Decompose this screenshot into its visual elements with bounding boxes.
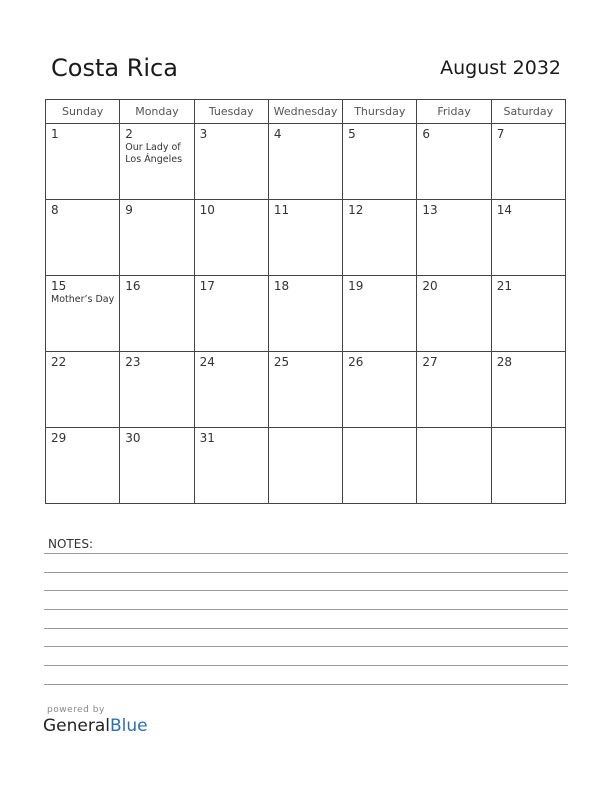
calendar-day-cell[interactable] — [343, 428, 417, 504]
note-line — [44, 590, 568, 591]
calendar-day-cell[interactable] — [491, 428, 565, 504]
calendar-day-cell[interactable] — [268, 428, 342, 504]
day-number: 14 — [496, 203, 512, 217]
notes-label: NOTES: — [48, 537, 93, 551]
weekday-friday: Friday — [417, 100, 491, 124]
day-number: 16 — [125, 279, 141, 293]
calendar-day-cell[interactable] — [194, 428, 268, 504]
day-number: 12 — [348, 203, 364, 217]
brand-blue: Blue — [110, 716, 148, 736]
day-number: 4 — [273, 127, 282, 141]
calendar-day-cell[interactable] — [194, 124, 268, 200]
note-line — [44, 646, 568, 647]
day-number: 23 — [125, 355, 141, 369]
calendar-day-cell[interactable] — [268, 200, 342, 276]
calendar-day-cell[interactable] — [417, 428, 491, 504]
weekday-thursday: Thursday — [343, 100, 417, 124]
calendar-day-cell[interactable] — [120, 428, 194, 504]
calendar-day-cell[interactable] — [343, 276, 417, 352]
calendar-day-cell[interactable] — [120, 352, 194, 428]
day-number: 8 — [51, 203, 59, 217]
day-number: 11 — [273, 203, 290, 217]
note-line — [44, 665, 568, 666]
country-title: Costa Rica — [51, 54, 178, 82]
calendar-day-cell[interactable] — [268, 276, 342, 352]
calendar-day-cell[interactable] — [194, 352, 268, 428]
calendar-day-cell[interactable] — [46, 200, 120, 276]
calendar-week-row — [46, 352, 566, 428]
calendar-week-row — [46, 200, 566, 276]
day-number: 31 — [199, 431, 215, 445]
calendar-week-row — [46, 428, 566, 504]
day-number: 28 — [496, 355, 512, 369]
powered-by-text: powered by — [47, 705, 105, 715]
brand-general: General — [43, 716, 110, 736]
note-line — [44, 553, 568, 554]
day-number: 5 — [348, 127, 356, 141]
day-number: 10 — [199, 203, 215, 217]
month-year-title: August 2032 — [440, 57, 561, 79]
calendar-day-cell[interactable] — [46, 352, 120, 428]
weekday-monday: Monday — [120, 100, 194, 124]
calendar-week-row — [46, 276, 566, 352]
calendar-day-cell[interactable] — [46, 276, 120, 352]
calendar-grid — [45, 99, 566, 504]
day-number: 6 — [422, 127, 431, 141]
weekday-header-row — [46, 100, 566, 124]
day-number: 1 — [51, 127, 59, 141]
day-number: 21 — [496, 279, 512, 293]
day-number: 3 — [199, 127, 208, 141]
weekday-saturday: Saturday — [491, 100, 565, 124]
note-line — [44, 628, 568, 629]
holiday-label: Our Lady of Los Ángeles — [125, 142, 183, 165]
calendar-day-cell[interactable] — [194, 200, 268, 276]
day-number: 27 — [422, 355, 438, 369]
day-number: 19 — [348, 279, 364, 293]
calendar-day-cell[interactable] — [491, 200, 565, 276]
calendar-day-cell[interactable] — [343, 200, 417, 276]
calendar-day-cell[interactable] — [343, 124, 417, 200]
day-number: 24 — [199, 355, 215, 369]
day-number: 2 — [125, 127, 133, 141]
weekday-sunday: Sunday — [46, 100, 120, 124]
holiday-label: Mother’s Day — [51, 294, 115, 305]
calendar-day-cell[interactable] — [491, 276, 565, 352]
day-number: 17 — [199, 279, 215, 293]
weekday-tuesday: Tuesday — [194, 100, 268, 124]
day-number: 22 — [51, 355, 67, 369]
note-line — [44, 572, 568, 573]
day-number: 18 — [273, 279, 290, 293]
day-number: 7 — [496, 127, 505, 141]
note-line — [44, 609, 568, 610]
calendar-week-row — [46, 124, 566, 200]
weekday-wednesday: Wednesday — [268, 100, 342, 124]
calendar-day-cell[interactable] — [46, 428, 120, 504]
day-number: 26 — [348, 355, 364, 369]
day-number: 20 — [422, 279, 438, 293]
day-number: 25 — [273, 355, 290, 369]
calendar-day-cell[interactable] — [268, 124, 342, 200]
calendar-day-cell[interactable] — [268, 352, 342, 428]
day-number: 13 — [422, 203, 438, 217]
calendar-day-cell[interactable] — [343, 352, 417, 428]
day-number: 9 — [125, 203, 133, 217]
calendar-day-cell[interactable] — [120, 200, 194, 276]
calendar-day-cell[interactable] — [417, 276, 491, 352]
day-number: 15 — [51, 279, 67, 293]
generalblue-logo[interactable] — [43, 716, 148, 736]
calendar-day-cell[interactable] — [194, 276, 268, 352]
calendar-day-cell[interactable] — [46, 124, 120, 200]
day-number: 29 — [51, 431, 67, 445]
calendar-day-cell[interactable] — [120, 124, 194, 200]
calendar-day-cell[interactable] — [120, 276, 194, 352]
day-number: 30 — [125, 431, 141, 445]
note-line — [44, 684, 568, 685]
calendar-day-cell[interactable] — [417, 352, 491, 428]
calendar-day-cell[interactable] — [491, 124, 565, 200]
calendar-day-cell[interactable] — [491, 352, 565, 428]
calendar-day-cell[interactable] — [417, 200, 491, 276]
calendar-day-cell[interactable] — [417, 124, 491, 200]
